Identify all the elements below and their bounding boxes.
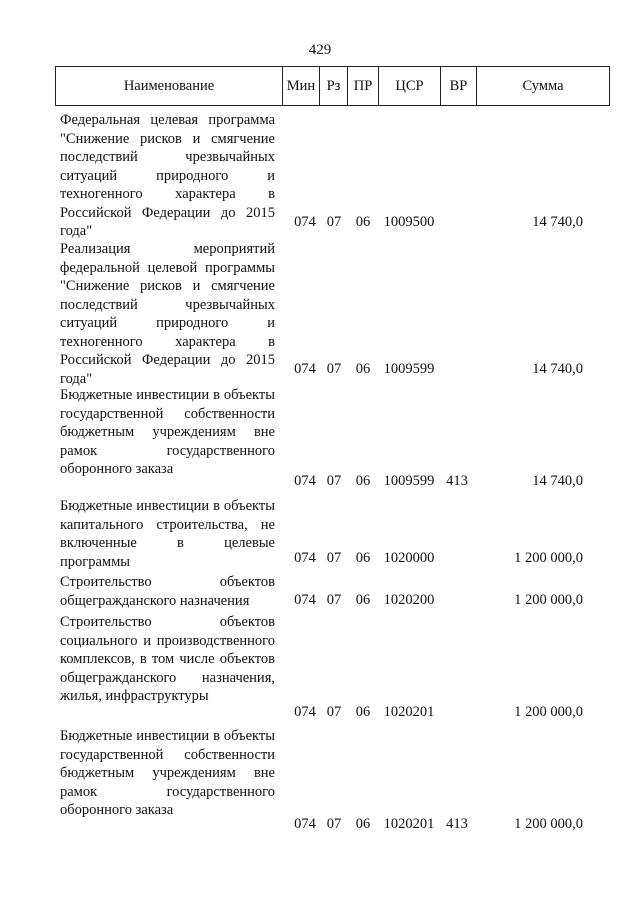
row-rz: 07 — [326, 704, 342, 720]
table-header — [55, 66, 610, 106]
column-header-pr: ПР — [348, 67, 379, 105]
row-csr: 1009599 — [383, 473, 435, 489]
row-vr: 413 — [446, 473, 468, 489]
row-csr: 1020201 — [383, 816, 435, 832]
page-number: 429 — [308, 42, 332, 58]
row-sum: 1 200 000,0 — [514, 550, 583, 566]
row-sum: 14 740,0 — [532, 214, 583, 230]
column-header-name: Наименование — [56, 67, 283, 105]
row-rz: 07 — [326, 816, 342, 832]
row-csr: 1020000 — [383, 550, 435, 566]
column-header-csr: ЦСР — [379, 67, 441, 105]
row-name: Строительство объектов социального и производственного комплексов, в том числе объектов общегражданского назначения, жилья, инфраструктуры — [60, 614, 275, 704]
column-header-vr: ВР — [441, 67, 477, 105]
row-rz: 07 — [326, 473, 342, 489]
row-csr: 1020200 — [383, 592, 435, 608]
row-name: Бюджетные инвестиции в объекты капитального строительства, не включенные в целевые программы — [60, 498, 275, 570]
column-header-rz: Рз — [320, 67, 348, 105]
row-pr: 06 — [355, 550, 371, 566]
column-header-min: Мин — [283, 67, 320, 105]
column-header-sum: Сумма — [522, 78, 564, 94]
row-csr: 1020201 — [383, 704, 435, 720]
row-min: 074 — [294, 704, 316, 720]
row-sum: 1 200 000,0 — [514, 816, 583, 832]
row-rz: 07 — [326, 592, 342, 608]
row-rz: 07 — [326, 361, 342, 377]
row-name: Федеральная целевая программа "Снижение рисков и смягчение последствий чрезвычайных ситуаций природного и техногенного характера в Российской Федерации до 2015 года" — [60, 112, 275, 239]
row-pr: 06 — [355, 473, 371, 489]
row-name: Строительство объектов общегражданского назначения — [60, 574, 275, 609]
row-csr: 1009500 — [383, 214, 435, 230]
row-min: 074 — [294, 816, 316, 832]
row-sum: 14 740,0 — [532, 473, 583, 489]
row-sum: 14 740,0 — [532, 361, 583, 377]
row-rz: 07 — [326, 550, 342, 566]
row-pr: 06 — [355, 704, 371, 720]
row-csr: 1009599 — [383, 361, 435, 377]
row-name: Бюджетные инвестиции в объекты государственной собственности бюджетным учреждениям вне рамок государственного оборонного заказа — [60, 728, 275, 818]
row-vr: 413 — [446, 816, 468, 832]
row-min: 074 — [294, 361, 316, 377]
row-name: Реализация мероприятий федеральной целевой программы "Снижение рисков и смягчение последствий чрезвычайных ситуаций природного и техногенного характера в Российской Федерации до 2015 года" — [60, 241, 275, 387]
row-min: 074 — [294, 550, 316, 566]
row-min: 074 — [294, 592, 316, 608]
row-rz: 07 — [326, 214, 342, 230]
row-sum: 1 200 000,0 — [514, 592, 583, 608]
row-min: 074 — [294, 214, 316, 230]
row-pr: 06 — [355, 361, 371, 377]
row-min: 074 — [294, 473, 316, 489]
row-pr: 06 — [355, 592, 371, 608]
row-pr: 06 — [355, 816, 371, 832]
row-name: Бюджетные инвестиции в объекты государственной собственности бюджетным учреждениям вне рамок государственного оборонного заказа — [60, 387, 275, 477]
row-pr: 06 — [355, 214, 371, 230]
row-sum: 1 200 000,0 — [514, 704, 583, 720]
